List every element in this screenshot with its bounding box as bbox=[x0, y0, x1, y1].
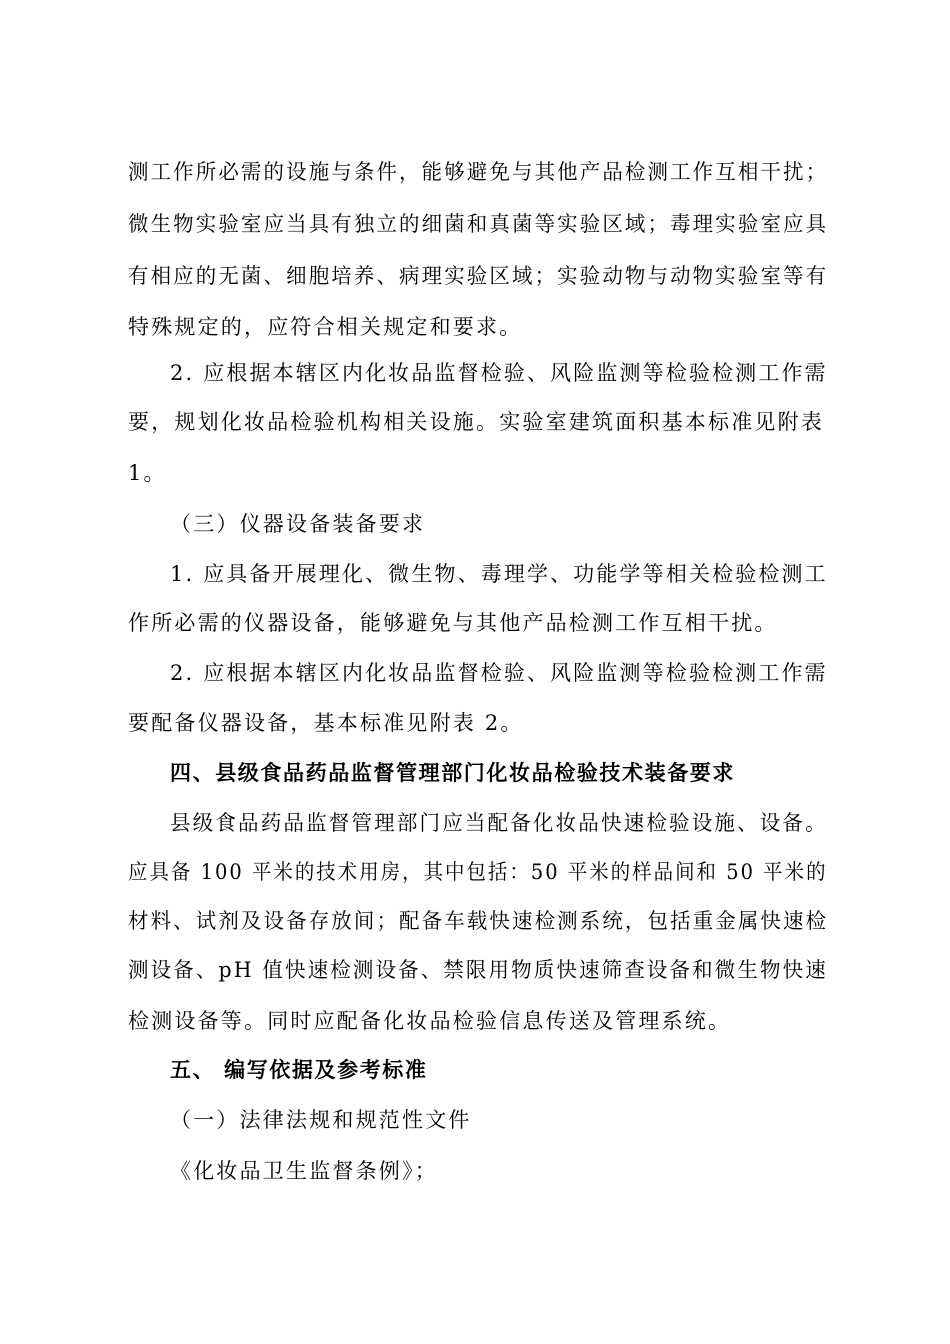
paragraph-line: 应具备 100 平米的技术用房，其中包括：50 平米的样品间和 50 平米的 bbox=[128, 860, 828, 884]
paragraph-line: 《化妆品卫生监督条例》； bbox=[170, 1159, 438, 1183]
paragraph-line: 检测设备等。同时应配备化妆品检验信息传送及管理系统。 bbox=[128, 1009, 732, 1033]
paragraph-line: 测工作所必需的设施与条件，能够避免与其他产品检测工作互相干扰； bbox=[128, 160, 829, 184]
paragraph-line: 微生物实验室应当具有独立的细菌和真菌等实验区域；毒理实验室应具 bbox=[128, 212, 829, 236]
paragraph-line: 要，规划化妆品检验机构相关设施。实验室建筑面积基本标准见附表 bbox=[128, 410, 824, 434]
paragraph-line: 县级食品药品监督管理部门应当配备化妆品快速检验设施、设备。 bbox=[170, 811, 828, 835]
paragraph-line: 1. 应具备开展理化、微生物、毒理学、功能学等相关检验检测工 bbox=[170, 562, 828, 586]
paragraph-line: 2. 应根据本辖区内化妆品监督检验、风险监测等检验检测工作需 bbox=[170, 361, 828, 385]
paragraph-line: 有相应的无菌、细胞培养、病理实验区域；实验动物与动物实验室等有 bbox=[128, 264, 829, 288]
paragraph-line: 作所必需的仪器设备，能够避免与其他产品检测工作互相干扰。 bbox=[128, 611, 778, 635]
paragraph-line: 测设备、pH 值快速检测设备、禁限用物质快速筛查设备和微生物快速 bbox=[128, 958, 828, 982]
subsection-heading: （三）仪器设备装备要求 bbox=[170, 512, 426, 536]
paragraph-line: 特殊规定的，应符合相关规定和要求。 bbox=[128, 315, 523, 339]
section-heading: 四、县级食品药品监督管理部门化妆品检验技术装备要求 bbox=[170, 761, 735, 785]
paragraph-line: 要配备仪器设备，基本标准见附表 2。 bbox=[128, 711, 524, 735]
subsection-heading: （一）法律法规和规范性文件 bbox=[170, 1108, 472, 1132]
paragraph-line: 2. 应根据本辖区内化妆品监督检验、风险监测等检验检测工作需 bbox=[170, 661, 828, 685]
paragraph-line: 1。 bbox=[128, 461, 167, 485]
paragraph-line: 材料、试剂及设备存放间；配备车载快速检测系统，包括重金属快速检 bbox=[128, 909, 829, 933]
section-heading: 五、 编写依据及参考标准 bbox=[170, 1058, 428, 1082]
